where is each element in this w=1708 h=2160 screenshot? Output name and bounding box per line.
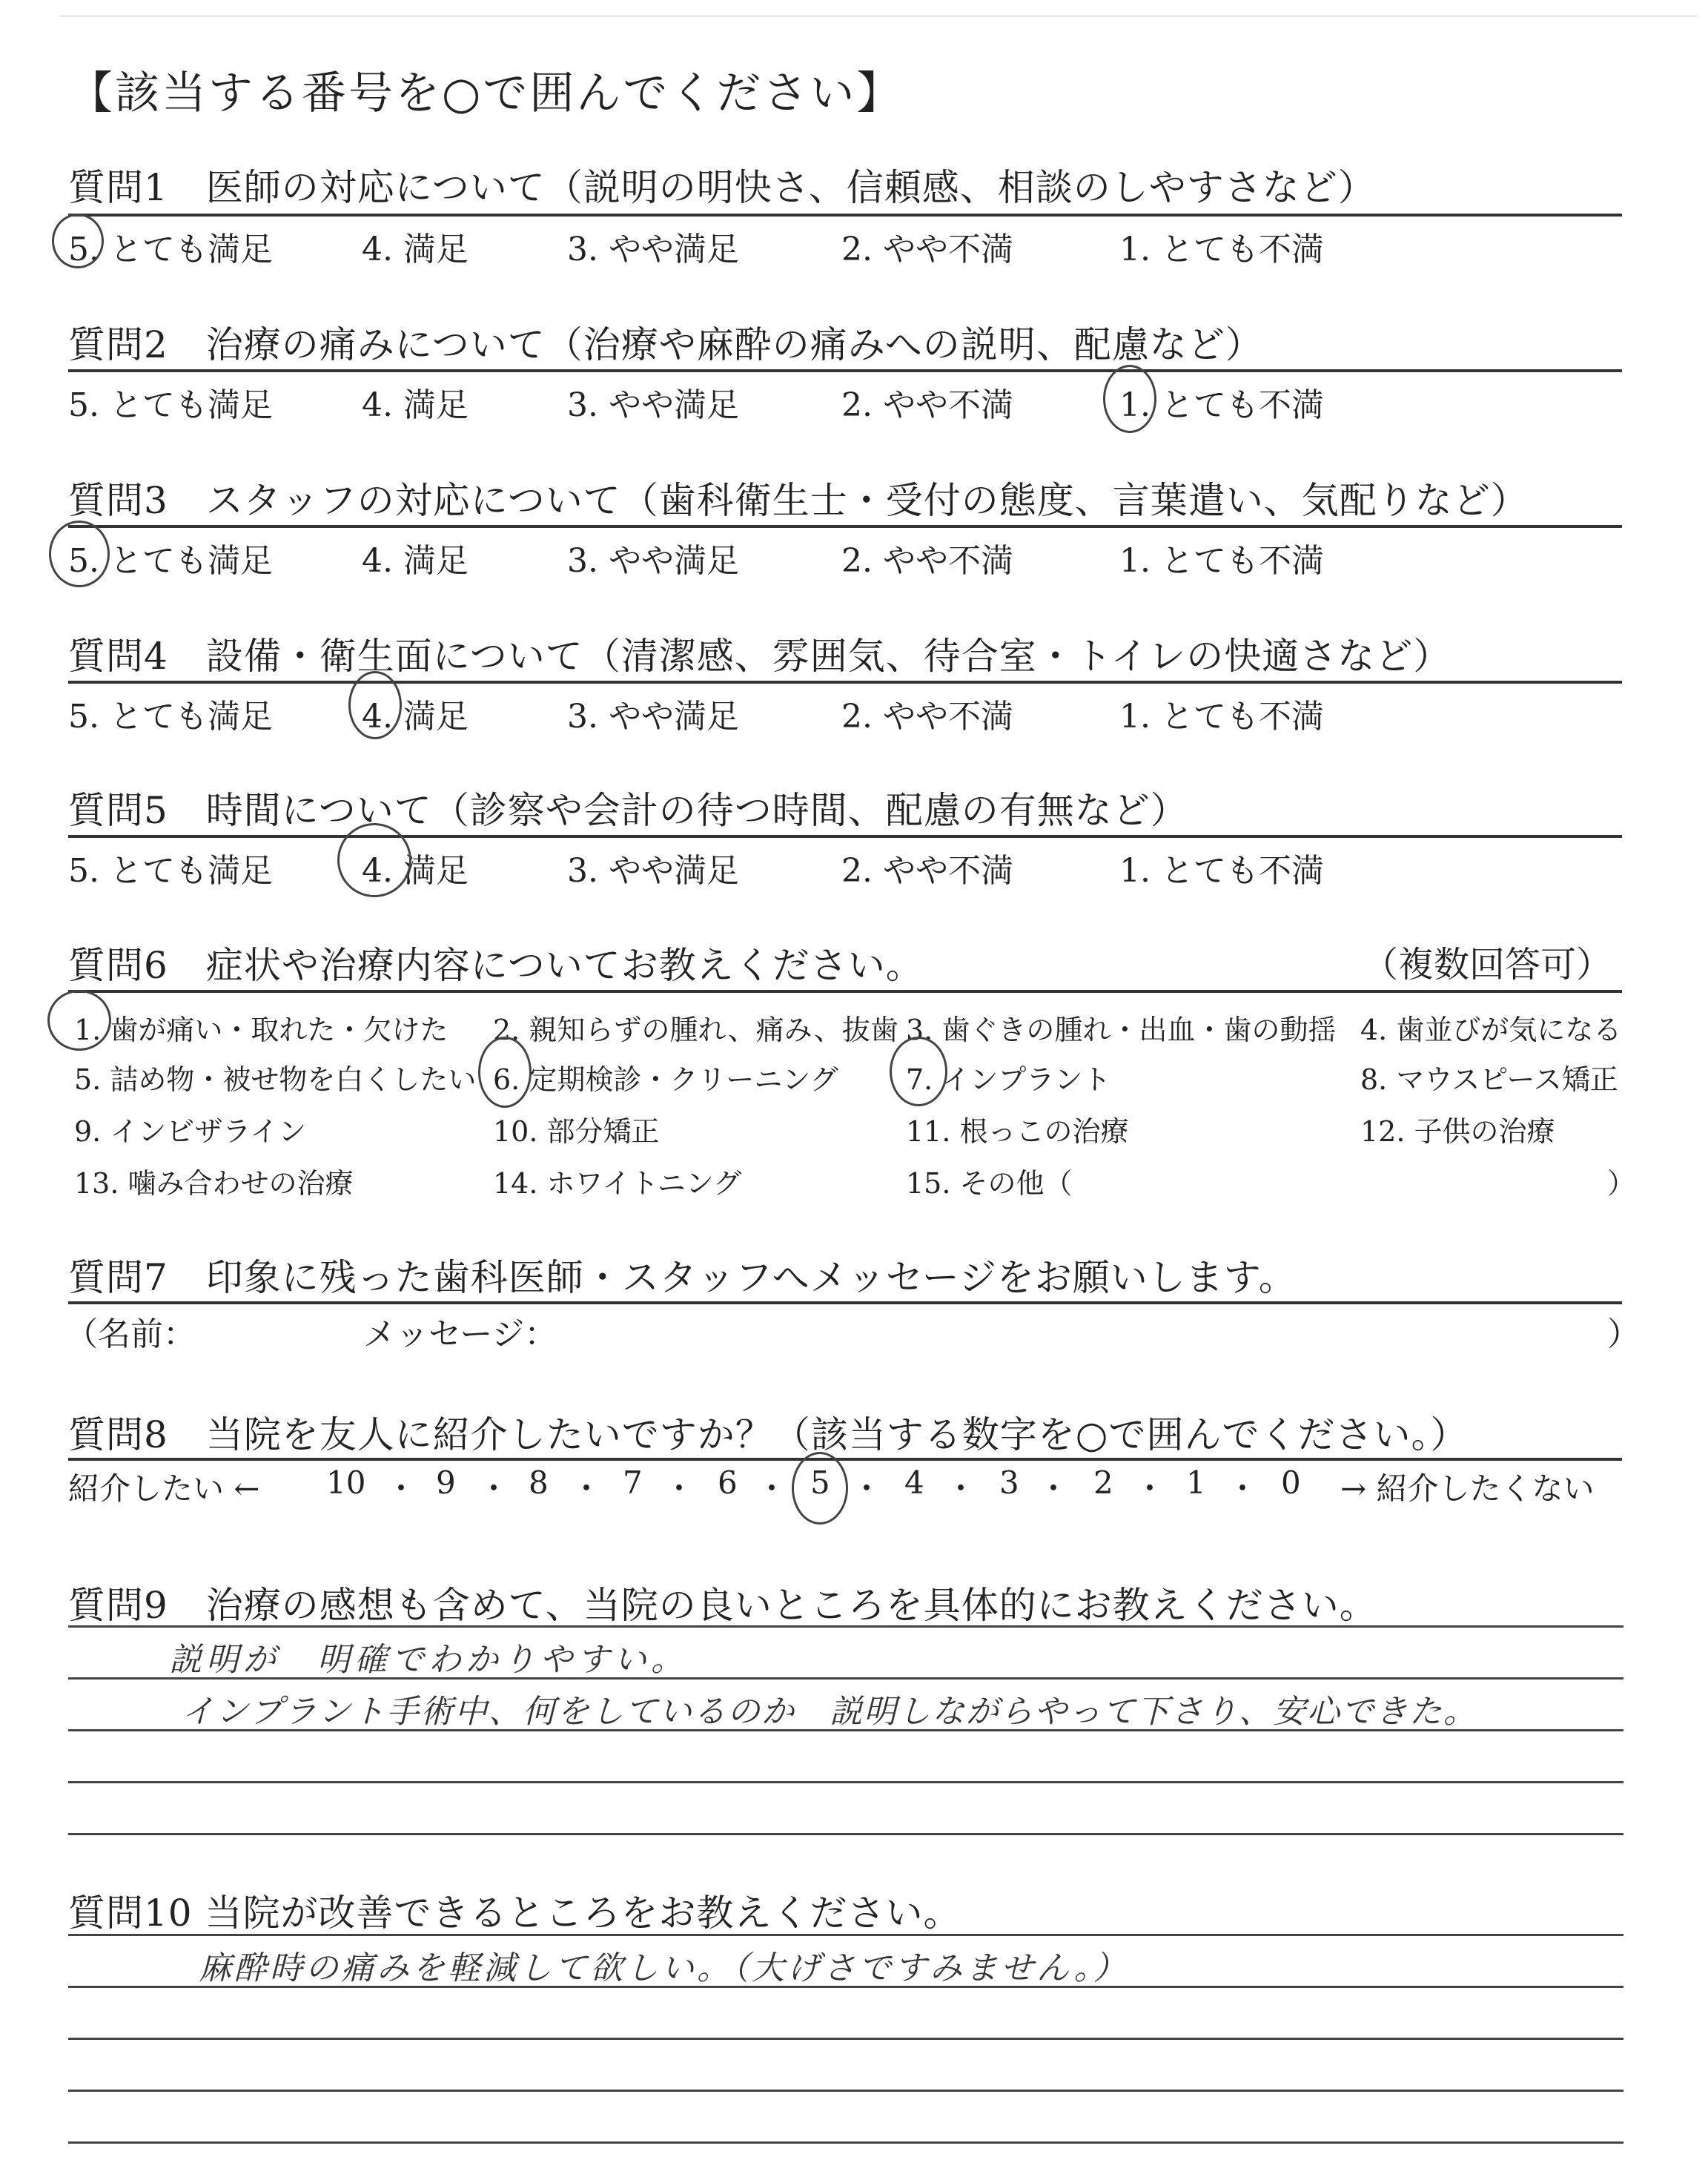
q10-answer-line-1: 麻酔時の痛みを軽減して欲しい。（大げさですみません。） [199, 1949, 1129, 1987]
q5-option-2[interactable]: 2. やや不満 [841, 852, 1013, 890]
q7-close-paren: ） [1607, 1315, 1640, 1353]
q5-option-3[interactable]: 3. やや満足 [567, 852, 739, 890]
q1-title: 質問1 医師の対応について（説明の明快さ、信頼感、相談のしやすさなど） [68, 166, 1376, 209]
q4-title: 質問4 設備・衛生面について（清潔感、雰囲気、待合室・トイレの快適さなど） [68, 635, 1452, 678]
q3-option-1[interactable]: 1. とても不満 [1119, 542, 1324, 580]
q4-option-2[interactable]: 2. やや不満 [841, 698, 1013, 736]
q2-option-4[interactable]: 4. 満足 [362, 386, 469, 424]
q5-option-4[interactable]: 4. 満足 [362, 852, 469, 890]
q8-score-8[interactable]: 8 [529, 1464, 549, 1501]
q2-title: 質問2 治療の痛みについて（治療や麻酔の痛みへの説明、配慮など） [68, 323, 1263, 366]
q8-dot: ・ [663, 1470, 695, 1507]
q4-option-5[interactable]: 5. とても満足 [68, 698, 273, 736]
q3-option-3[interactable]: 3. やや満足 [567, 542, 739, 580]
q4-option-3[interactable]: 3. やや満足 [567, 698, 739, 736]
q6-option-1[interactable]: 1. 歯が痛い・取れた・欠けた [74, 1014, 448, 1046]
q6-other-close-paren: ） [1607, 1167, 1636, 1200]
q6-option-13[interactable]: 13. 噛み合わせの治療 [74, 1167, 354, 1200]
q6-divider [68, 990, 1622, 993]
q8-dot: ・ [851, 1470, 883, 1507]
q9-line-5 [68, 1833, 1623, 1835]
q1-option-5[interactable]: 5. とても満足 [68, 231, 273, 268]
q6-option-15[interactable]: 15. その他（ [906, 1167, 1073, 1200]
q2-option-1[interactable]: 1. とても不満 [1119, 386, 1324, 424]
page-title: 【該当する番号を○で囲んでください】 [68, 67, 904, 119]
q8-dot: ・ [945, 1470, 977, 1507]
q4-selection-circle [348, 671, 402, 739]
q6-multiple-note: （複数回答可） [1363, 944, 1612, 985]
q10-line-5 [68, 2141, 1623, 2144]
q5-option-5[interactable]: 5. とても満足 [68, 852, 273, 890]
q8-dot: ・ [1134, 1470, 1166, 1507]
q6-selection-circle-7 [890, 1037, 947, 1106]
q8-score-2[interactable]: 2 [1093, 1464, 1113, 1501]
q3-option-4[interactable]: 4. 満足 [362, 542, 469, 580]
q8-right-label: → 紹介したくない [1340, 1470, 1595, 1507]
q1-divider [68, 214, 1622, 217]
q6-option-5[interactable]: 5. 詰め物・被せ物を白くしたい [74, 1063, 477, 1096]
q8-dot: ・ [385, 1470, 417, 1507]
q8-divider [68, 1458, 1622, 1461]
q1-option-3[interactable]: 3. やや満足 [567, 231, 739, 268]
q1-option-1[interactable]: 1. とても不満 [1119, 231, 1324, 268]
q2-option-2[interactable]: 2. やや不満 [841, 386, 1013, 424]
q8-score-4[interactable]: 4 [904, 1464, 924, 1501]
q8-score-9[interactable]: 9 [436, 1464, 456, 1501]
q7-message-label: メッセージ： [363, 1315, 557, 1353]
q9-title: 質問9 治療の感想も含めて、当院の良いところを具体的にお教えください。 [68, 1584, 1377, 1627]
q5-option-1[interactable]: 1. とても不満 [1119, 852, 1324, 890]
q1-selection-circle [52, 214, 104, 268]
q6-option-6[interactable]: 6. 定期検診・クリーニング [493, 1063, 838, 1096]
q3-title: 質問3 スタッフの対応について（歯科衛生士・受付の態度、言葉遣い、気配りなど） [68, 479, 1529, 522]
q8-dot: ・ [1227, 1470, 1259, 1507]
q6-title: 質問6 症状や治療内容についてお教えください。 [68, 944, 924, 987]
q8-dot: ・ [571, 1470, 603, 1507]
q8-score-7[interactable]: 7 [623, 1464, 643, 1501]
q8-selection-circle [792, 1452, 848, 1525]
q10-title: 質問10 当院が改善できるところをお教えください。 [68, 1892, 961, 1935]
q10-line-1 [68, 1934, 1623, 1936]
q5-divider [68, 835, 1622, 838]
q6-option-10[interactable]: 10. 部分矯正 [493, 1115, 660, 1148]
q10-line-4 [68, 2090, 1623, 2092]
q2-option-3[interactable]: 3. やや満足 [567, 386, 739, 424]
q2-selection-circle [1103, 365, 1156, 433]
q8-dot: ・ [478, 1470, 510, 1507]
q6-option-11[interactable]: 11. 根っこの治療 [906, 1115, 1129, 1148]
q6-option-14[interactable]: 14. ホワイトニング [493, 1167, 742, 1200]
q8-dot: ・ [1038, 1470, 1070, 1507]
q8-score-10[interactable]: 10 [326, 1464, 366, 1501]
q8-score-3[interactable]: 3 [999, 1464, 1019, 1501]
q3-divider [68, 525, 1622, 528]
q6-option-3[interactable]: 3. 歯ぐきの腫れ・出血・歯の動揺 [906, 1014, 1337, 1046]
q9-answer-line-2: インプラント手術中、何をしているのか 説明しながらやって下さり、安心できた。 [182, 1693, 1477, 1731]
q5-selection-circle [337, 823, 411, 897]
q9-line-4 [68, 1781, 1623, 1783]
q2-divider [68, 369, 1622, 372]
q8-score-5[interactable]: 5 [810, 1464, 830, 1501]
q8-score-1[interactable]: 1 [1186, 1464, 1206, 1501]
q3-option-2[interactable]: 2. やや不満 [841, 542, 1013, 580]
q3-option-5[interactable]: 5. とても満足 [68, 542, 273, 580]
q2-option-5[interactable]: 5. とても満足 [68, 386, 273, 424]
q8-score-6[interactable]: 6 [718, 1464, 738, 1501]
q4-divider [68, 681, 1622, 684]
q6-option-7[interactable]: 7. インプラント [906, 1063, 1111, 1096]
q7-divider [68, 1301, 1622, 1304]
q8-score-0[interactable]: 0 [1281, 1464, 1301, 1501]
q10-line-3 [68, 2038, 1623, 2040]
q5-title: 質問5 時間について（診察や会計の待つ時間、配慮の有無など） [68, 789, 1188, 832]
q9-answer-line-1: 説明が 明確でわかりやすい。 [169, 1641, 688, 1679]
q6-option-12[interactable]: 12. 子供の治療 [1360, 1115, 1555, 1148]
q8-left-label: 紹介したい ← [68, 1470, 260, 1507]
q6-option-4[interactable]: 4. 歯並びが気になる [1360, 1014, 1622, 1046]
q7-title: 質問7 印象に残った歯科医師・スタッフへメッセージをお願いします。 [68, 1256, 1297, 1299]
q1-option-2[interactable]: 2. やや不満 [841, 231, 1013, 268]
q3-selection-circle [49, 521, 110, 587]
q8-title: 質問8 当院を友人に紹介したいですか？（該当する数字を○で囲んでください。） [68, 1413, 1469, 1456]
q9-line-1 [68, 1625, 1623, 1628]
q6-selection-circle-6 [478, 1037, 532, 1108]
q6-option-2[interactable]: 2. 親知らずの腫れ、痛み、抜歯 [493, 1014, 898, 1046]
q4-option-4[interactable]: 4. 満足 [362, 698, 469, 736]
q6-option-9[interactable]: 9. インビザライン [74, 1115, 307, 1148]
top-border [59, 15, 1698, 17]
q1-option-4[interactable]: 4. 満足 [362, 231, 469, 268]
q6-selection-circle-1 [47, 990, 111, 1051]
q8-dot: ・ [756, 1470, 788, 1507]
q6-option-8[interactable]: 8. マウスピース矯正 [1360, 1063, 1618, 1096]
q7-name-label: （名前： [65, 1315, 196, 1353]
q4-option-1[interactable]: 1. とても不満 [1119, 698, 1324, 736]
